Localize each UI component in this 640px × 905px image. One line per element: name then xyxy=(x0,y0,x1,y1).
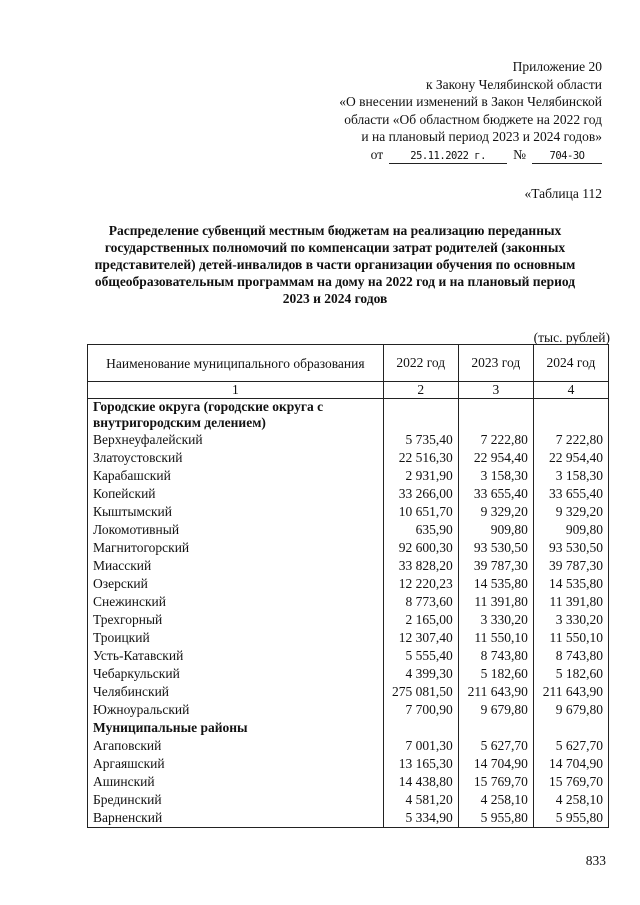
municipality-name-cell: Троицкий xyxy=(88,629,384,647)
value-2022-cell: 635,90 xyxy=(383,521,458,539)
value-2024-cell: 9 679,80 xyxy=(533,701,608,719)
value-2024-cell: 9 329,20 xyxy=(533,503,608,521)
value-2023-cell: 33 655,40 xyxy=(458,485,533,503)
table-row xyxy=(88,647,609,665)
value-2024-cell: 5 627,70 xyxy=(533,737,608,755)
value-2022-cell: 12 307,40 xyxy=(383,629,458,647)
value-2023-cell: 4 258,10 xyxy=(458,791,533,809)
table-row xyxy=(88,575,609,593)
table-row xyxy=(88,629,609,647)
municipality-name-cell: Локомотивный xyxy=(88,521,384,539)
date-label: от xyxy=(370,146,384,162)
value-2024-cell: 7 222,80 xyxy=(533,431,608,449)
header-line: к Закону Челябинской области xyxy=(425,76,602,92)
value-2023-cell: 14 704,90 xyxy=(458,755,533,773)
value-2024-cell: 14 704,90 xyxy=(533,755,608,773)
municipality-name-cell: Миасский xyxy=(88,557,384,575)
municipality-name-cell: Златоустовский xyxy=(88,449,384,467)
table-section-row xyxy=(88,399,609,432)
municipality-name-cell: Аргаяшский xyxy=(88,755,384,773)
table-row xyxy=(88,521,609,539)
value-2024-cell: 5 955,80 xyxy=(533,809,608,828)
page-number: 833 xyxy=(585,853,606,868)
header-line: Приложение 20 xyxy=(512,59,602,74)
value-2024-cell: 5 182,60 xyxy=(533,665,608,683)
municipality-name-cell: Брединский xyxy=(88,791,384,809)
header-line: и на плановый период 2023 и 2024 годов» xyxy=(361,129,602,144)
value-2022-cell xyxy=(383,399,458,432)
document-title: Распределение субвенций местным бюджетам на реализацию переданных государственных полномочий по компенсации затрат родителей (законных представителей) детей-инвалидов в части организации обучения по основным общеобразовательным программам на дому на 2022 год и на плановый период 2023 и 2024 годов xyxy=(94,223,576,306)
table-row xyxy=(88,485,609,503)
units-label: (тыс. рублей) xyxy=(533,330,610,345)
value-2023-cell: 3 330,20 xyxy=(458,611,533,629)
value-2022-cell: 5 735,40 xyxy=(383,431,458,449)
municipality-name-cell: Верхнеуфалейский xyxy=(88,431,384,449)
header-line: области «Об областном бюджете на 2022 год xyxy=(344,111,602,127)
table-row xyxy=(88,665,609,683)
municipality-name-cell: Городские округа (городские округа с внутригородским делением) xyxy=(88,399,384,432)
value-2022-cell: 7 700,90 xyxy=(383,701,458,719)
header-year-2022: 2022 год xyxy=(383,345,458,382)
value-2023-cell: 909,80 xyxy=(458,521,533,539)
index-cell: 4 xyxy=(533,382,608,399)
value-2023-cell: 5 182,60 xyxy=(458,665,533,683)
header-year-2023: 2023 год xyxy=(458,345,533,382)
value-2024-cell: 211 643,90 xyxy=(533,683,608,701)
number-value: 704-ЗО xyxy=(532,150,602,164)
municipality-name-cell: Карабашский xyxy=(88,467,384,485)
value-2022-cell: 33 266,00 xyxy=(383,485,458,503)
value-2023-cell: 15 769,70 xyxy=(458,773,533,791)
value-2024-cell: 11 391,80 xyxy=(533,593,608,611)
value-2022-cell: 4 581,20 xyxy=(383,791,458,809)
value-2023-cell xyxy=(458,399,533,432)
value-2024-cell: 22 954,40 xyxy=(533,449,608,467)
municipality-name-cell: Муниципальные районы xyxy=(88,719,384,737)
value-2022-cell: 5 555,40 xyxy=(383,647,458,665)
table-header-row xyxy=(88,345,609,382)
value-2023-cell: 3 158,30 xyxy=(458,467,533,485)
value-2024-cell: 93 530,50 xyxy=(533,539,608,557)
municipality-name-cell: Кыштымский xyxy=(88,503,384,521)
value-2024-cell: 909,80 xyxy=(533,521,608,539)
table-row xyxy=(88,737,609,755)
table-row xyxy=(88,683,609,701)
table-row xyxy=(88,809,609,828)
table-row xyxy=(88,773,609,791)
value-2023-cell: 5 627,70 xyxy=(458,737,533,755)
value-2022-cell xyxy=(383,719,458,737)
value-2024-cell: 4 258,10 xyxy=(533,791,608,809)
table-row xyxy=(88,791,609,809)
value-2023-cell: 211 643,90 xyxy=(458,683,533,701)
value-2024-cell: 14 535,80 xyxy=(533,575,608,593)
table-row xyxy=(88,449,609,467)
value-2023-cell: 14 535,80 xyxy=(458,575,533,593)
table-row xyxy=(88,593,609,611)
table-row xyxy=(88,755,609,773)
table-row xyxy=(88,467,609,485)
municipality-name-cell: Челябинский xyxy=(88,683,384,701)
value-2024-cell xyxy=(533,719,608,737)
value-2024-cell: 39 787,30 xyxy=(533,557,608,575)
appendix-header xyxy=(302,58,602,164)
subventions-table xyxy=(87,344,609,828)
municipality-name-cell: Усть-Катавский xyxy=(88,647,384,665)
value-2023-cell: 7 222,80 xyxy=(458,431,533,449)
value-2024-cell: 8 743,80 xyxy=(533,647,608,665)
value-2022-cell: 5 334,90 xyxy=(383,809,458,828)
municipality-name-cell: Чебаркульский xyxy=(88,665,384,683)
table-index-row xyxy=(88,382,609,399)
value-2022-cell: 2 165,00 xyxy=(383,611,458,629)
date-value: 25.11.2022 г. xyxy=(389,150,507,164)
value-2023-cell: 11 391,80 xyxy=(458,593,533,611)
table-row xyxy=(88,701,609,719)
value-2022-cell: 14 438,80 xyxy=(383,773,458,791)
number-label: № xyxy=(513,146,526,162)
municipality-name-cell: Озерский xyxy=(88,575,384,593)
value-2023-cell: 93 530,50 xyxy=(458,539,533,557)
value-2024-cell: 15 769,70 xyxy=(533,773,608,791)
index-cell: 3 xyxy=(458,382,533,399)
value-2022-cell: 8 773,60 xyxy=(383,593,458,611)
value-2022-cell: 12 220,23 xyxy=(383,575,458,593)
value-2023-cell xyxy=(458,719,533,737)
value-2023-cell: 5 955,80 xyxy=(458,809,533,828)
value-2023-cell: 9 679,80 xyxy=(458,701,533,719)
table-section-row xyxy=(88,719,609,737)
header-year-2024: 2024 год xyxy=(533,345,608,382)
value-2022-cell: 22 516,30 xyxy=(383,449,458,467)
value-2022-cell: 10 651,70 xyxy=(383,503,458,521)
table-row xyxy=(88,431,609,449)
index-cell: 1 xyxy=(88,382,384,399)
value-2023-cell: 22 954,40 xyxy=(458,449,533,467)
header-municipality: Наименование муниципального образования xyxy=(88,345,384,382)
value-2023-cell: 9 329,20 xyxy=(458,503,533,521)
municipality-name-cell: Агаповский xyxy=(88,737,384,755)
value-2023-cell: 39 787,30 xyxy=(458,557,533,575)
municipality-name-cell: Южноуральский xyxy=(88,701,384,719)
value-2024-cell: 3 158,30 xyxy=(533,467,608,485)
value-2022-cell: 33 828,20 xyxy=(383,557,458,575)
header-line: «О внесении изменений в Закон Челябинской xyxy=(339,94,602,109)
municipality-name-cell: Магнитогорский xyxy=(88,539,384,557)
municipality-name-cell: Трехгорный xyxy=(88,611,384,629)
value-2022-cell: 7 001,30 xyxy=(383,737,458,755)
table-row xyxy=(88,611,609,629)
municipality-name-cell: Снежинский xyxy=(88,593,384,611)
municipality-name-cell: Варненский xyxy=(88,809,384,828)
value-2024-cell: 33 655,40 xyxy=(533,485,608,503)
municipality-name-cell: Ашинский xyxy=(88,773,384,791)
value-2022-cell: 13 165,30 xyxy=(383,755,458,773)
value-2024-cell: 11 550,10 xyxy=(533,629,608,647)
table-label: «Таблица 112 xyxy=(524,186,602,201)
table-body xyxy=(88,399,609,828)
table-row xyxy=(88,539,609,557)
table-row xyxy=(88,503,609,521)
value-2024-cell: 3 330,20 xyxy=(533,611,608,629)
value-2023-cell: 8 743,80 xyxy=(458,647,533,665)
value-2023-cell: 11 550,10 xyxy=(458,629,533,647)
value-2022-cell: 275 081,50 xyxy=(383,683,458,701)
table-row xyxy=(88,557,609,575)
value-2022-cell: 2 931,90 xyxy=(383,467,458,485)
value-2022-cell: 92 600,30 xyxy=(383,539,458,557)
law-date-number xyxy=(302,146,602,164)
value-2024-cell xyxy=(533,399,608,432)
municipality-name-cell: Копейский xyxy=(88,485,384,503)
index-cell: 2 xyxy=(383,382,458,399)
value-2022-cell: 4 399,30 xyxy=(383,665,458,683)
